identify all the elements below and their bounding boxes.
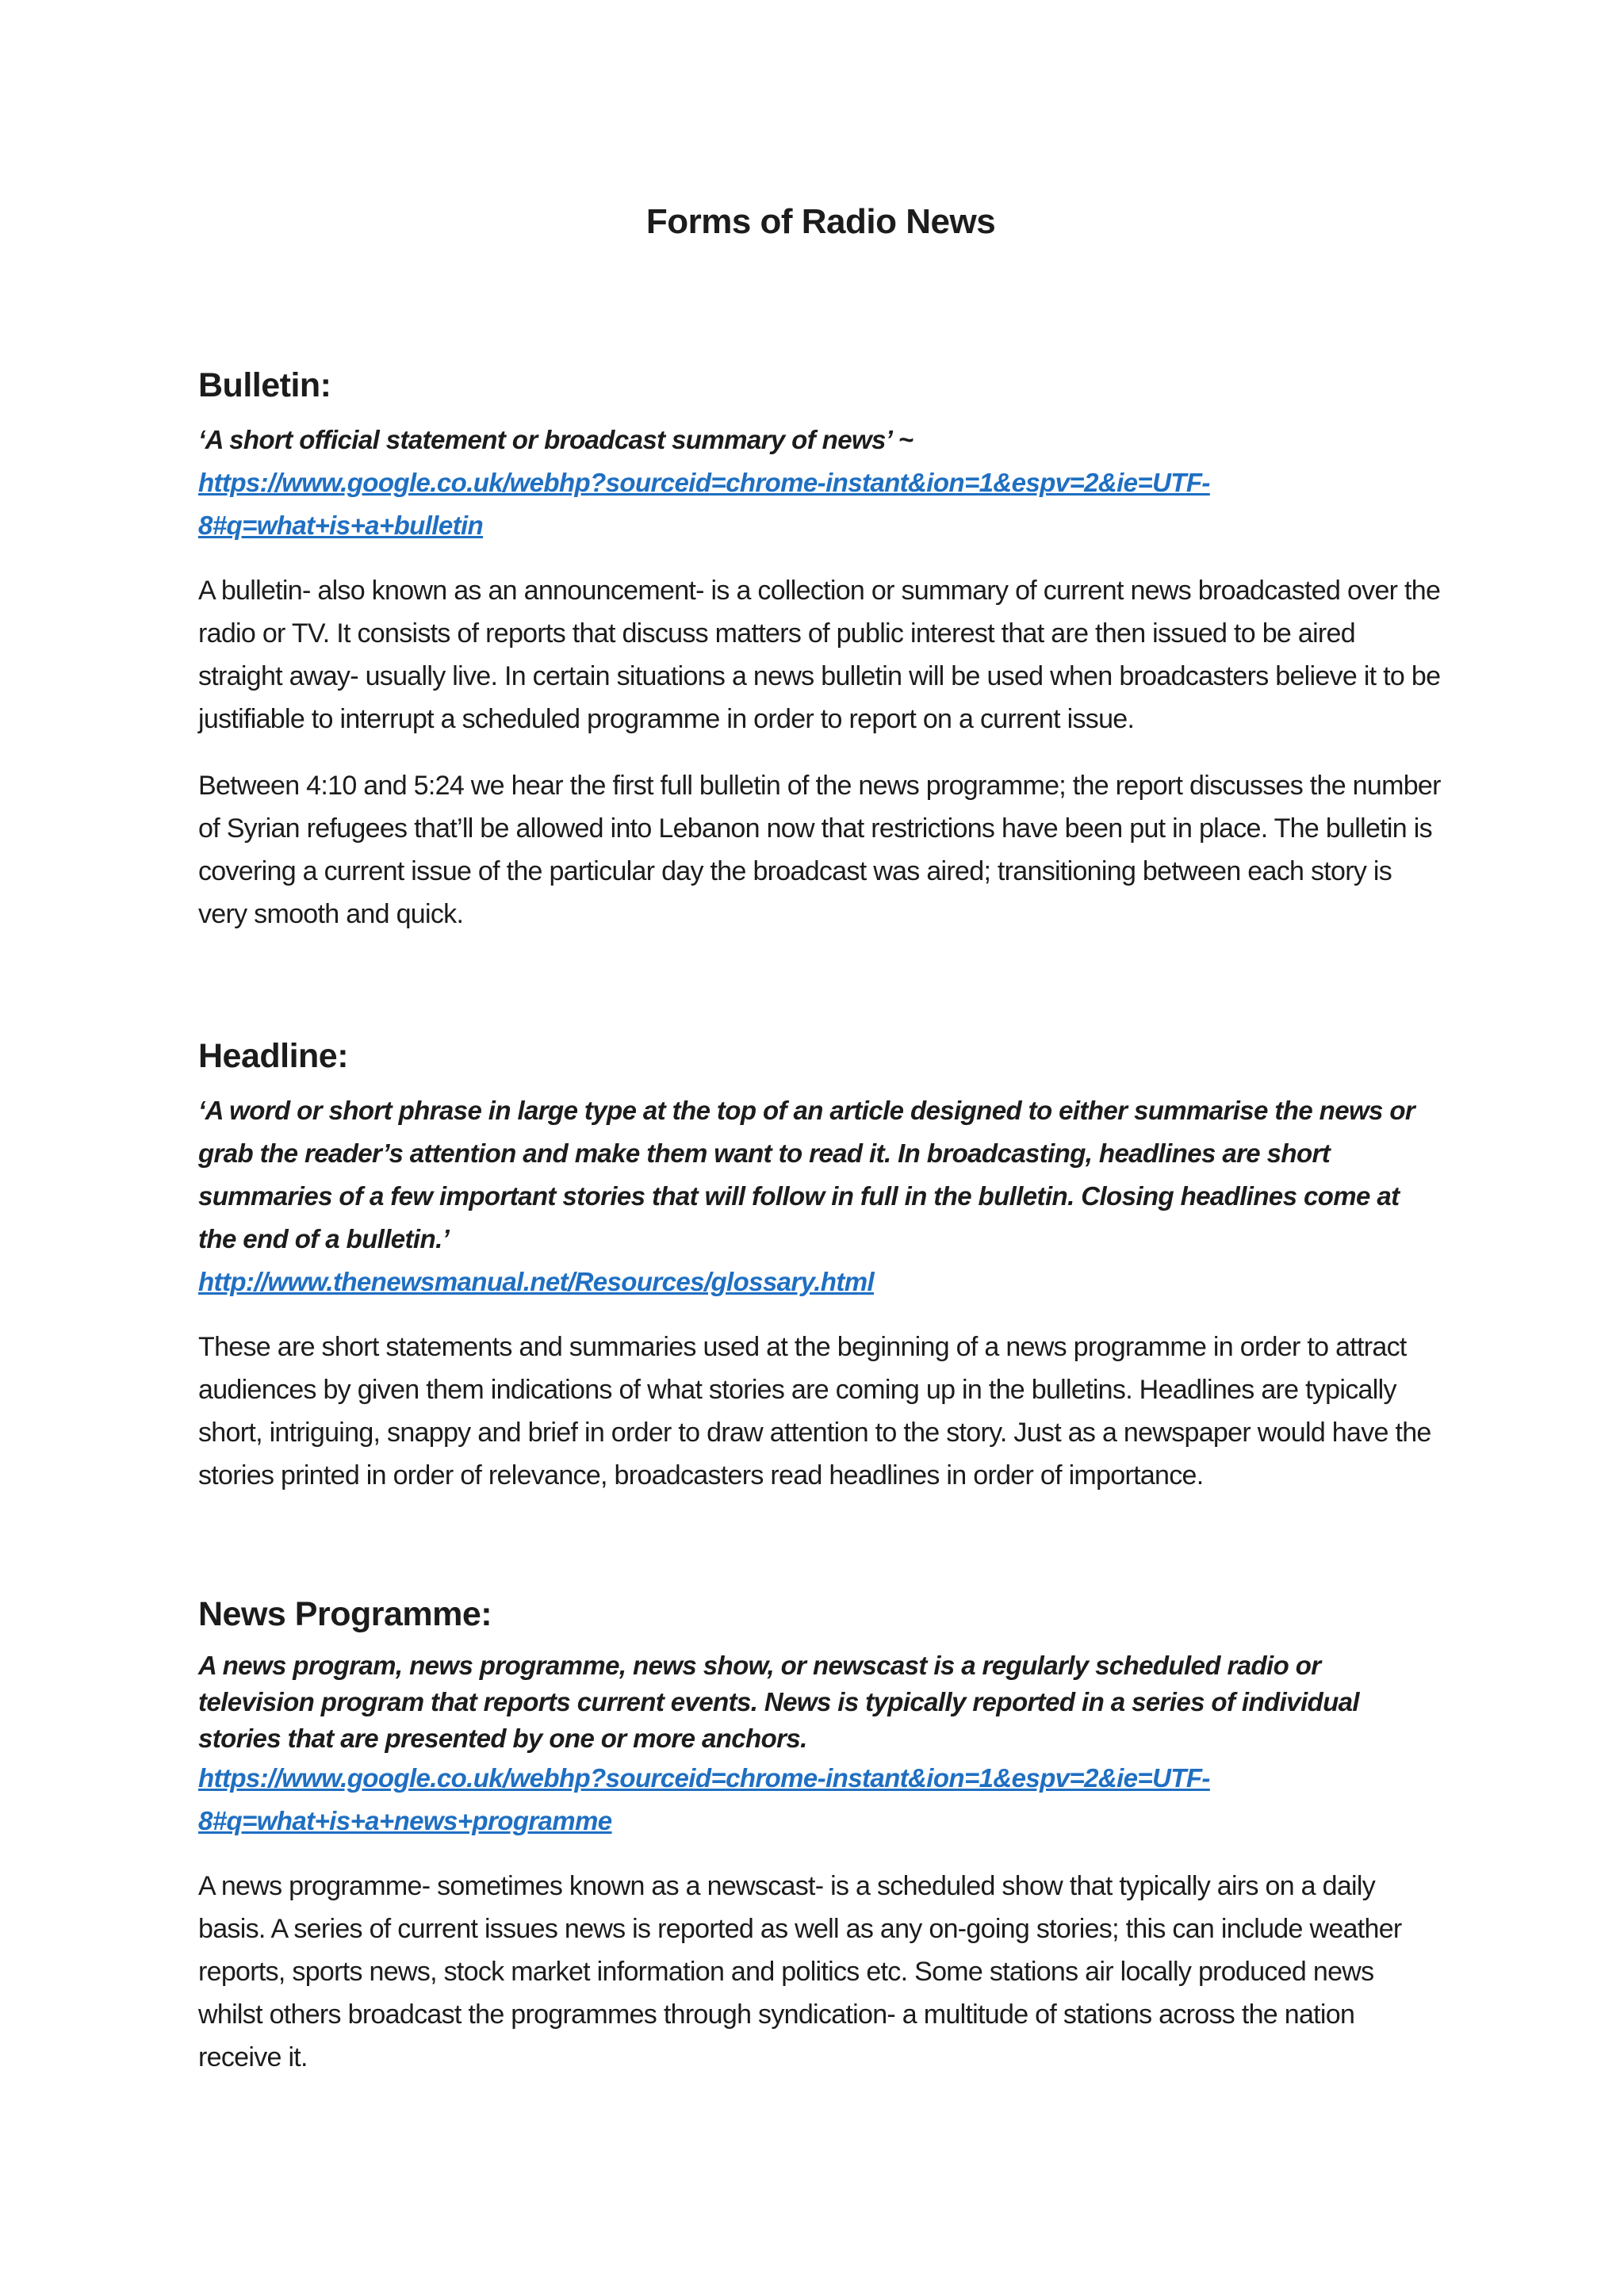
news-programme-source-link-line-1[interactable]: https://www.google.co.uk/webhp?sourceid=chrome-instant&ion=1&espv=2&ie=UTF- [198,1763,1210,1793]
section-bulletin [198,363,1443,936]
bulletin-source-link-line-1[interactable]: https://www.google.co.uk/webhp?sourceid=chrome-instant&ion=1&espv=2&ie=UTF- [198,468,1210,497]
bulletin-paragraph-1: A bulletin- also known as an announcement- is a collection or summary of current news broadcasted over the radio or TV. It consists of reports that discuss matters of public interest that are then issued to be aired straight away- usually live. In certain situations a news bulletin will be used when broadcasters believe it to be justifiable to interrupt a scheduled programme in order to report on a current issue. [198,576,1441,734]
section-news-programme [198,1592,1443,2079]
section-heading-bulletin: Bulletin: [198,366,331,404]
bulletin-source-link-line-2[interactable]: 8#q=what+is+a+bulletin [198,511,484,540]
section-headline [198,1034,1443,1497]
page-title: Forms of Radio News [645,202,996,241]
section-heading-headline: Headline: [198,1037,349,1075]
headline-source-link[interactable]: http://www.thenewsmanual.net/Resources/glossary.html [198,1267,875,1296]
section-heading-news-programme: News Programme: [198,1595,492,1633]
news-programme-paragraph-1: A news programme- sometimes known as a newscast- is a scheduled show that typically airs on a daily basis. A series of current issues news is reported as well as any on-going stories; this can include weather reports, sports news, stock market information and politics etc. Some stations air locally produced news whilst others broadcast the programmes through syndication- a multitude of stations across the nation receive it. [198,1871,1402,2072]
news-programme-source-link-line-2[interactable]: 8#q=what+is+a+news+programme [198,1806,612,1835]
bulletin-paragraph-2: Between 4:10 and 5:24 we hear the first full bulletin of the news programme; the report discusses the number of Syrian refugees that’ll be allowed into Lebanon now that restrictions have been put in place. The bulletin is covering a current issue of the particular day the broadcast was aired; transitioning between each story is very smooth and quick. [198,771,1441,929]
headline-paragraph-1: These are short statements and summaries used at the beginning of a news programme in order to attract audiences by given them indications of what stories are coming up in the bulletins. Headlines are typically short, intriguing, snappy and brief in order to draw attention to the story. Just as a newspaper would have the stories printed in order of relevance, broadcasters read headlines in order of importance. [198,1332,1431,1490]
bulletin-definition-quote: ‘A short official statement or broadcast summary of news’ ~ [198,425,914,454]
news-programme-definition-quote: A news program, news programme, news show, or newscast is a regularly scheduled radio or television program that reports current events. News is typically reported in a series of individual stories that are presented by one or more anchors. [198,1651,1359,1753]
headline-definition-quote: ‘A word or short phrase in large type at the top of an article designed to either summarise the news or grab the reader’s attention and make them want to read it. In broadcasting, headlines are short summaries of a few important stories that will follow in full in the bulletin. Closing headlines come at the end of a bulletin.’ [198,1096,1415,1253]
